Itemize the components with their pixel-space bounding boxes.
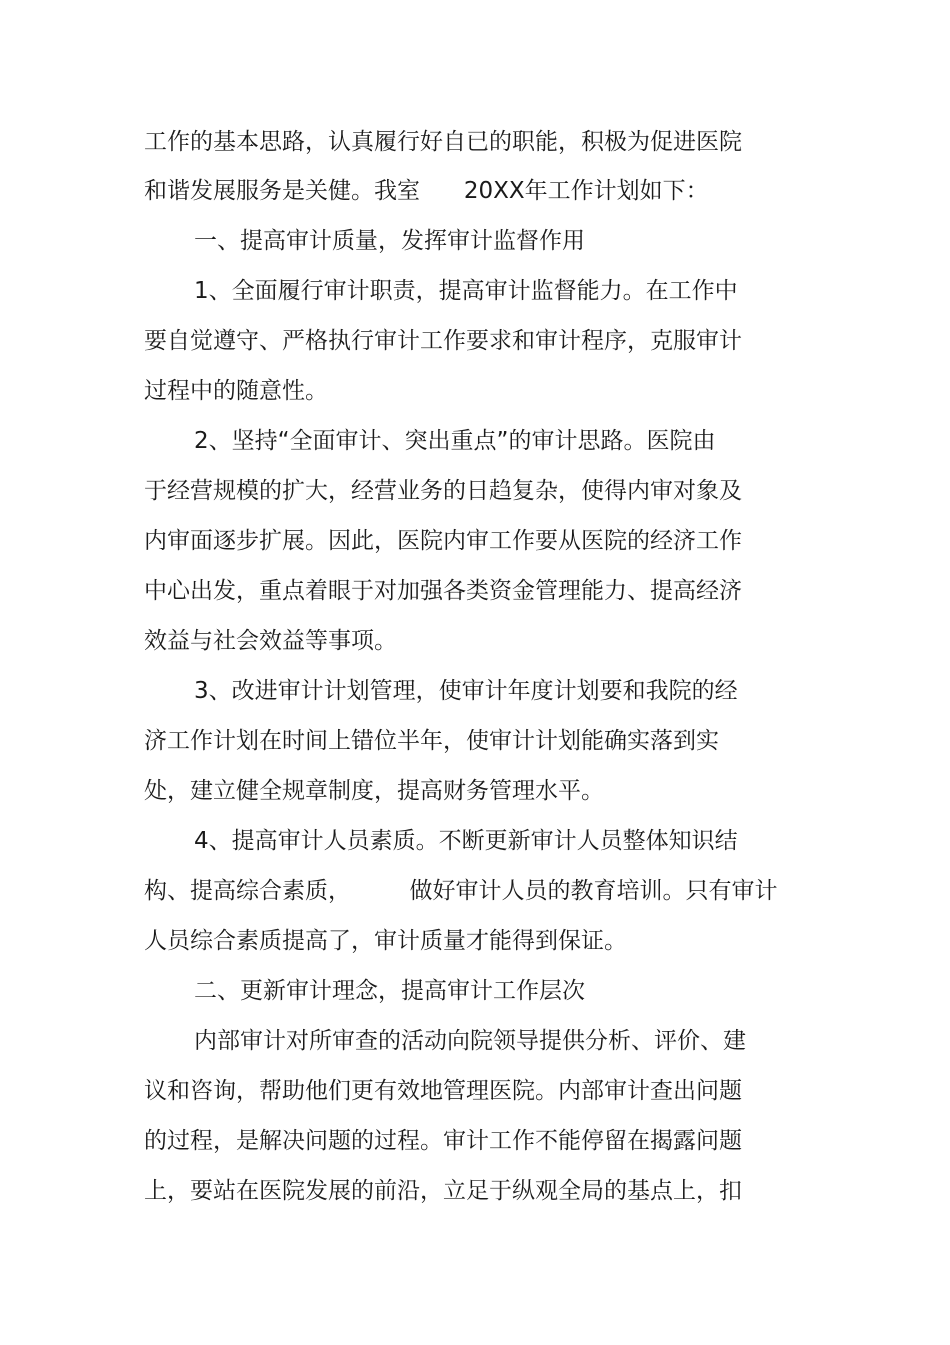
- text-line: 1、全面履行审计职责，提高审计监督能力。在工作中: [194, 278, 738, 304]
- text-line: 内审面逐步扩展。因此，医院内审工作要从医院的经济工作: [144, 528, 742, 554]
- text-line: 上，要站在医院发展的前沿，立足于纵观全局的基点上，扣: [144, 1178, 742, 1204]
- text-line: 的过程，是解决问题的过程。审计工作不能停留在揭露问题: [144, 1128, 742, 1154]
- section-heading: 一、提高审计质量，发挥审计监督作用: [194, 228, 585, 254]
- text-line: 3、改进审计计划管理，使审计年度计划要和我院的经: [194, 678, 738, 704]
- text-line: 议和咨询，帮助他们更有效地管理医院。内部审计查出问题: [144, 1078, 742, 1104]
- text-line: 工作的基本思路，认真履行好自已的职能，积极为促进医院: [144, 129, 742, 155]
- text-line: 4、提高审计人员素质。不断更新审计人员整体知识结: [194, 828, 738, 854]
- section-heading: 二、更新审计理念，提高审计工作层次: [194, 978, 585, 1004]
- text-line: 2、坚持“全面审计、突出重点”的审计思路。医院由: [194, 428, 716, 454]
- text-line: 过程中的随意性。: [144, 378, 328, 404]
- text-line: 内部审计对所审查的活动向院领导提供分析、评价、建: [194, 1028, 746, 1054]
- text-line: 构、提高综合素质， 做好审计人员的教育培训。只有审计: [144, 878, 778, 904]
- text-line: 济工作计划在时间上错位半年，使审计计划能确实落到实: [144, 728, 719, 754]
- text-line: 处，建立健全规章制度，提高财务管理水平。: [144, 778, 604, 804]
- text-line: 和谐发展服务是关健。我室 20XX年工作计划如下：: [144, 178, 709, 204]
- text-line: 要自觉遵守、严格执行审计工作要求和审计程序，克服审计: [144, 328, 742, 354]
- text-line: 中心出发，重点着眼于对加强各类资金管理能力、提高经济: [144, 578, 742, 604]
- text-line: 效益与社会效益等事项。: [144, 628, 397, 654]
- text-line: 人员综合素质提高了，审计质量才能得到保证。: [144, 928, 627, 954]
- text-line: 于经营规模的扩大，经营业务的日趋复杂，使得内审对象及: [144, 478, 742, 504]
